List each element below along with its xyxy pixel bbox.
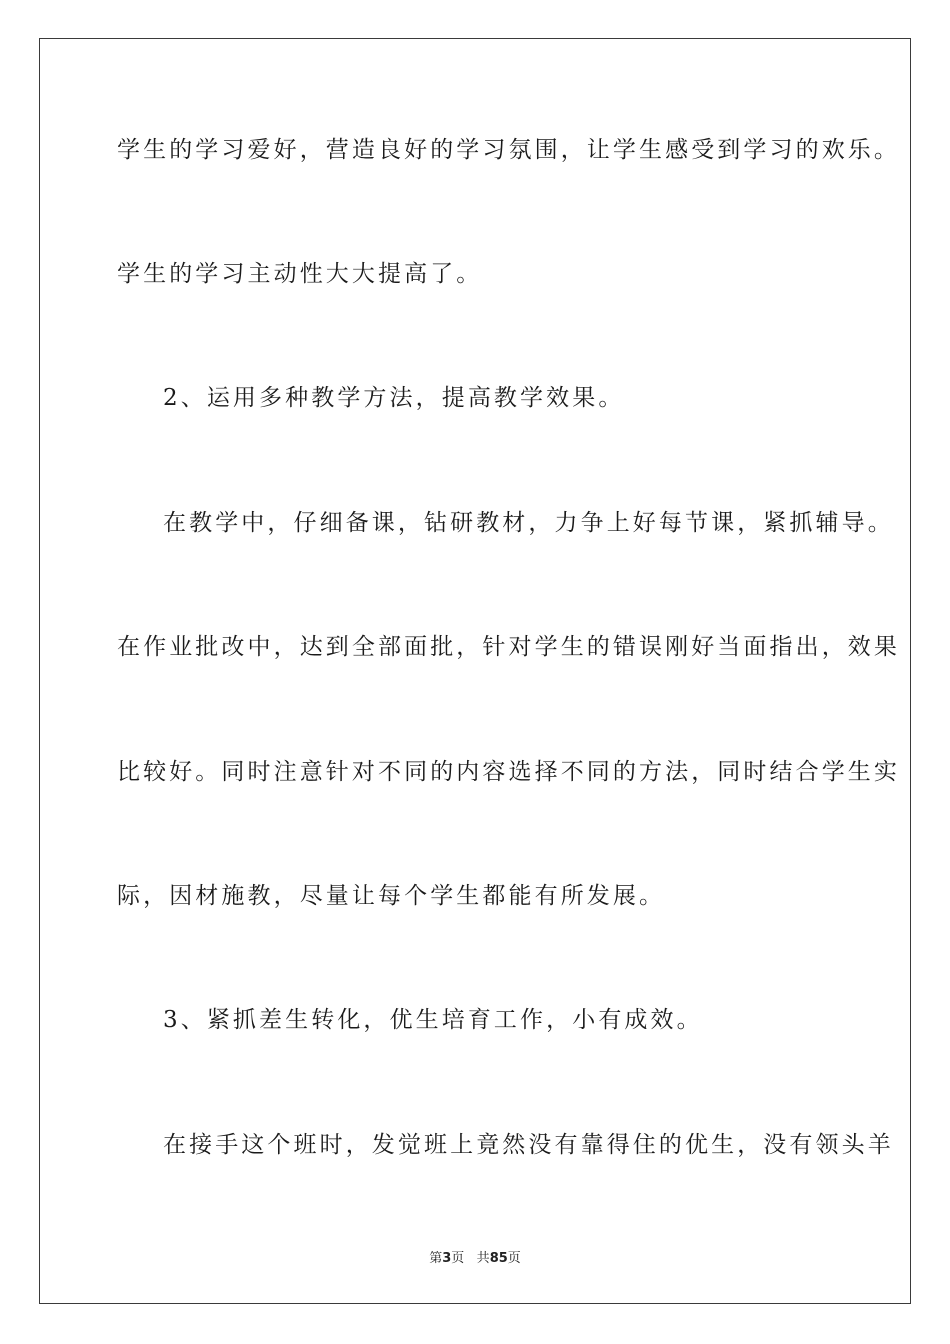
footer-total-prefix: 共 [476, 1251, 490, 1266]
section-heading-3: 3、紧抓差生转化，优生培育工作，小有成效。 [163, 1007, 703, 1033]
footer-page-number: 3 [442, 1251, 452, 1266]
footer-total-number: 85 [489, 1251, 508, 1266]
page-footer [0, 1247, 950, 1266]
paragraph-start-line-2: 在接手这个班时，发觉班上竟然没有靠得住的优生，没有领头羊 [163, 1132, 894, 1158]
paragraph-start-line: 在教学中，仔细备课，钻研教材，力争上好每节课，紧抓辅导。 [163, 510, 894, 536]
page-border [39, 38, 911, 1304]
text-line-7: 际，因材施教，尽量让每个学生都能有所发展。 [117, 883, 666, 909]
section-heading-2: 2、运用多种教学方法，提高教学效果。 [163, 385, 625, 411]
footer-page-suffix: 页 [451, 1251, 465, 1266]
text-line-5: 在作业批改中，达到全部面批，针对学生的错误刚好当面指出，效果 [117, 634, 900, 660]
text-line-1: 学生的学习爱好，营造良好的学习氛围，让学生感受到学习的欢乐。 [117, 137, 900, 163]
footer-page-prefix: 第 [429, 1251, 443, 1266]
text-line-6: 比较好。同时注意针对不同的内容选择不同的方法，同时结合学生实 [117, 759, 900, 785]
footer-total-suffix: 页 [507, 1251, 521, 1266]
text-line-2: 学生的学习主动性大大提高了。 [117, 261, 483, 287]
